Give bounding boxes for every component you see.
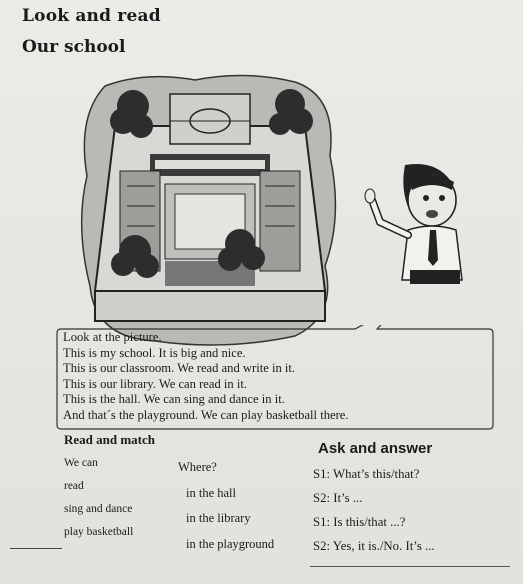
reading-line: This is my school. It is big and nice. (63, 345, 246, 360)
ask-answer-title: Ask and answer (318, 440, 433, 457)
match-left-column (64, 457, 133, 549)
ask-answer-lines (313, 467, 435, 563)
dialogue-line: S1: Is this/that ...? (313, 515, 406, 529)
match-left-item: play basketball (64, 526, 134, 538)
reading-line: This is our library. We can read in it. (63, 376, 247, 391)
dialogue-line: S2: It’s ... (313, 491, 363, 505)
match-right-column (180, 460, 274, 562)
boy-illustration (350, 160, 465, 285)
read-match-title: Read and match (64, 432, 156, 447)
school-illustration (75, 66, 345, 351)
match-left-item: sing and dance (64, 503, 133, 515)
page-subtitle: Our school (22, 37, 126, 57)
divider-line (310, 566, 510, 567)
dialogue-line: S1: What’s this/that? (313, 467, 420, 481)
reading-line: And that´s the playground. We can play basketball there. (63, 407, 349, 422)
dialogue-line: S2: Yes, it is./No. It’s ... (313, 539, 435, 553)
reading-line: This is the hall. We can sing and dance in it. (63, 392, 285, 407)
reading-line: Look at the picture. (63, 330, 162, 344)
reading-passage (63, 330, 488, 424)
match-left-item: We can (64, 457, 98, 469)
divider-line (10, 548, 62, 549)
match-left-item: read (64, 480, 84, 492)
match-right-item: Where? (178, 460, 217, 474)
reading-line: This is our classroom. We read and write in it. (63, 361, 296, 376)
page-title: Look and read (22, 6, 161, 26)
match-right-item: in the hall (186, 485, 236, 500)
match-right-item: in the playground (186, 536, 275, 551)
match-right-item: in the library (186, 511, 251, 525)
